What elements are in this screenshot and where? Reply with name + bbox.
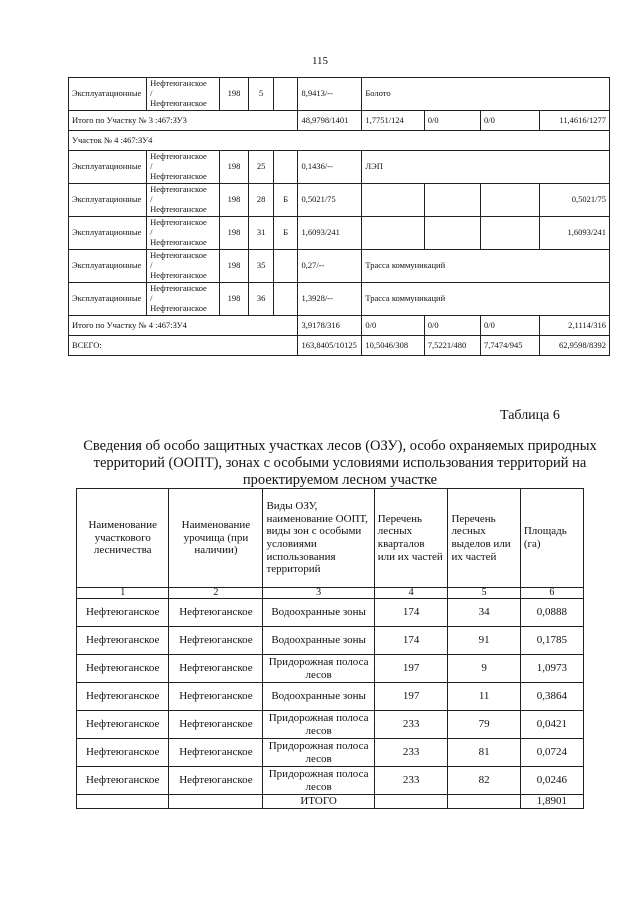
- district: Нефтеюганское: [77, 683, 169, 711]
- total-value: 0/0: [424, 111, 480, 131]
- area-value: 1,6093/241: [540, 217, 610, 250]
- quarter: 198: [219, 217, 249, 250]
- column-number: 2: [169, 588, 263, 599]
- note: Трасса коммуникаций: [362, 283, 610, 316]
- tract: Нефтеюганское: [169, 627, 263, 655]
- total-value: 7,5221/480: [424, 336, 480, 356]
- total-value: 11,4616/1277: [540, 111, 610, 131]
- header-row: [77, 489, 584, 588]
- district: Нефтеюганское: [77, 711, 169, 739]
- district: Нефтеюганское: [77, 599, 169, 627]
- column-number: 4: [374, 588, 448, 599]
- usage-type: Эксплуатационные: [69, 250, 147, 283]
- quarter: 198: [219, 250, 249, 283]
- total-area: 163,8405/10125: [298, 336, 362, 356]
- district: [147, 78, 220, 111]
- section-number: 9: [448, 655, 520, 683]
- total-row: [77, 795, 584, 809]
- table-row: [77, 627, 584, 655]
- table-label: Таблица 6: [500, 408, 560, 423]
- category: Б: [273, 217, 298, 250]
- note: ЛЭП: [362, 151, 610, 184]
- table-row: [69, 78, 610, 111]
- column-number: 3: [263, 588, 374, 599]
- area: 1,3928/--: [298, 283, 362, 316]
- section-number: 31: [249, 217, 274, 250]
- zone-type: Водоохранные зоны: [263, 627, 374, 655]
- district-line: Нефтеюганское: [150, 97, 207, 108]
- zone-type: Водоохранные зоны: [263, 683, 374, 711]
- total-value: 0/0: [481, 316, 540, 336]
- quarter: 174: [374, 599, 448, 627]
- district: [147, 217, 220, 250]
- table-row: [77, 599, 584, 627]
- column-number-row: [77, 588, 584, 599]
- tract: Нефтеюганское: [169, 683, 263, 711]
- district-line: Нефтеюганское: [150, 203, 207, 214]
- category: [273, 78, 298, 111]
- section-number: 25: [249, 151, 274, 184]
- column-header: Перечень лесных кварталов или их частей: [374, 489, 448, 588]
- table-row: [69, 316, 610, 336]
- zone-type: Придорожная полоса лесов: [263, 739, 374, 767]
- category: Б: [273, 184, 298, 217]
- usage-type: Эксплуатационные: [69, 78, 147, 111]
- column-header: Виды ОЗУ, наименование ООПТ, виды зон с особыми условиями использования территорий: [263, 489, 374, 588]
- usage-type: Эксплуатационные: [69, 217, 147, 250]
- district: [147, 283, 220, 316]
- usage-type: Эксплуатационные: [69, 283, 147, 316]
- table-row: [77, 683, 584, 711]
- tract: Нефтеюганское: [169, 739, 263, 767]
- column-header: Наименование участкового лесничества: [77, 489, 169, 588]
- table-row: [77, 655, 584, 683]
- section-number: 5: [249, 78, 274, 111]
- column-header: Наименование урочища (при наличии): [169, 489, 263, 588]
- total-value: 2,1114/316: [540, 316, 610, 336]
- empty-cell: [374, 795, 448, 809]
- total-value: 0/0: [424, 316, 480, 336]
- district-separator: /: [150, 227, 153, 238]
- usage-type: Эксплуатационные: [69, 184, 147, 217]
- district-line: Нефтеюганское: [150, 302, 207, 313]
- empty-cell: [362, 217, 424, 250]
- area: 0,1436/--: [298, 151, 362, 184]
- category: [273, 151, 298, 184]
- district-line: Нефтеюганское: [150, 78, 207, 89]
- tract: Нефтеюганское: [169, 711, 263, 739]
- table-heading: Сведения об особо защитных участках лесов (ОЗУ), особо охраняемых природных территорий (ООПТ), зонах с особыми условиями использования территорий на проектируемом лесном участке: [83, 438, 597, 488]
- total-value: 0/0: [481, 111, 540, 131]
- district-line: Нефтеюганское: [150, 236, 207, 247]
- section-number: 82: [448, 767, 520, 795]
- quarter: 198: [219, 283, 249, 316]
- table-row: [77, 767, 584, 795]
- section-number: 81: [448, 739, 520, 767]
- table-row: [69, 217, 610, 250]
- district-separator: /: [150, 88, 153, 99]
- table-row: [69, 131, 610, 151]
- table-row: [69, 283, 610, 316]
- empty-cell: [481, 217, 540, 250]
- quarter: 197: [374, 655, 448, 683]
- tract: Нефтеюганское: [169, 767, 263, 795]
- total-value: 1,7751/124: [362, 111, 424, 131]
- quarter: 174: [374, 627, 448, 655]
- district-line: Нефтеюганское: [150, 269, 207, 280]
- total-label: Итого по Участку № 3 :467:ЗУ3: [69, 111, 298, 131]
- section-number: 35: [249, 250, 274, 283]
- category: [273, 250, 298, 283]
- table-row: [77, 739, 584, 767]
- district: [147, 250, 220, 283]
- quarter: 198: [219, 184, 249, 217]
- district-line: Нефтеюганское: [150, 184, 207, 195]
- total-value: 10,5046/308: [362, 336, 424, 356]
- quarter: 233: [374, 767, 448, 795]
- note: Болото: [362, 78, 610, 111]
- total-label: ИТОГО: [263, 795, 374, 809]
- area-value: 0,5021/75: [540, 184, 610, 217]
- area: 0,0421: [520, 711, 583, 739]
- category: [273, 283, 298, 316]
- protected-areas-table: [76, 488, 584, 809]
- total-label: ВСЕГО:: [69, 336, 298, 356]
- empty-cell: [77, 795, 169, 809]
- district: Нефтеюганское: [77, 627, 169, 655]
- table-row: [69, 336, 610, 356]
- district-line: Нефтеюганское: [150, 250, 207, 261]
- empty-cell: [424, 217, 480, 250]
- usage-type: Эксплуатационные: [69, 151, 147, 184]
- zone-type: Водоохранные зоны: [263, 599, 374, 627]
- section-number: 91: [448, 627, 520, 655]
- section-number: 34: [448, 599, 520, 627]
- column-header: Площадь (га): [520, 489, 583, 588]
- total-area: 48,9798/1401: [298, 111, 362, 131]
- empty-cell: [448, 795, 520, 809]
- empty-cell: [424, 184, 480, 217]
- area: 0,3864: [520, 683, 583, 711]
- quarter: 233: [374, 739, 448, 767]
- section-number: 28: [249, 184, 274, 217]
- tract: Нефтеюганское: [169, 599, 263, 627]
- district-line: Нефтеюганское: [150, 283, 207, 294]
- zone-type: Придорожная полоса лесов: [263, 711, 374, 739]
- section-number: 36: [249, 283, 274, 316]
- empty-cell: [481, 184, 540, 217]
- table-row: [77, 711, 584, 739]
- area: 0,5021/75: [298, 184, 362, 217]
- table-row: [69, 250, 610, 283]
- parcel-summary-table: [68, 77, 610, 356]
- section-number: 79: [448, 711, 520, 739]
- table-row: [69, 111, 610, 131]
- area: 0,1785: [520, 627, 583, 655]
- column-number: 1: [77, 588, 169, 599]
- district: Нефтеюганское: [77, 655, 169, 683]
- district: [147, 184, 220, 217]
- column-number: 5: [448, 588, 520, 599]
- zone-type: Придорожная полоса лесов: [263, 767, 374, 795]
- district: Нефтеюганское: [77, 767, 169, 795]
- empty-cell: [169, 795, 263, 809]
- total-area: 3,9178/316: [298, 316, 362, 336]
- district-separator: /: [150, 293, 153, 304]
- district: Нефтеюганское: [77, 739, 169, 767]
- note: Трасса коммуникаций: [362, 250, 610, 283]
- quarter: 197: [374, 683, 448, 711]
- district: [147, 151, 220, 184]
- table-row: [69, 184, 610, 217]
- area: 1,6093/241: [298, 217, 362, 250]
- area: 1,0973: [520, 655, 583, 683]
- district-line: Нефтеюганское: [150, 170, 207, 181]
- tract: Нефтеюганское: [169, 655, 263, 683]
- district-separator: /: [150, 194, 153, 205]
- zone-type: Придорожная полоса лесов: [263, 655, 374, 683]
- column-header: Перечень лесных выделов или их частей: [448, 489, 520, 588]
- total-value: 62,9598/8392: [540, 336, 610, 356]
- district-separator: /: [150, 260, 153, 271]
- area: 0,0888: [520, 599, 583, 627]
- total-area: 1,8901: [520, 795, 583, 809]
- quarter: 233: [374, 711, 448, 739]
- area: 8,9413/--: [298, 78, 362, 111]
- table-row: [69, 151, 610, 184]
- section-number: 11: [448, 683, 520, 711]
- quarter: 198: [219, 151, 249, 184]
- total-value: 7,7474/945: [481, 336, 540, 356]
- quarter: 198: [219, 78, 249, 111]
- area: 0,0724: [520, 739, 583, 767]
- total-label: Итого по Участку № 4 :467:ЗУ4: [69, 316, 298, 336]
- column-number: 6: [520, 588, 583, 599]
- empty-cell: [362, 184, 424, 217]
- section-title: Участок № 4 :467:ЗУ4: [69, 131, 610, 151]
- district-line: Нефтеюганское: [150, 217, 207, 228]
- area: 0,0246: [520, 767, 583, 795]
- district-separator: /: [150, 161, 153, 172]
- area: 0,27/--: [298, 250, 362, 283]
- page-number: 115: [311, 55, 329, 67]
- total-value: 0/0: [362, 316, 424, 336]
- district-line: Нефтеюганское: [150, 151, 207, 162]
